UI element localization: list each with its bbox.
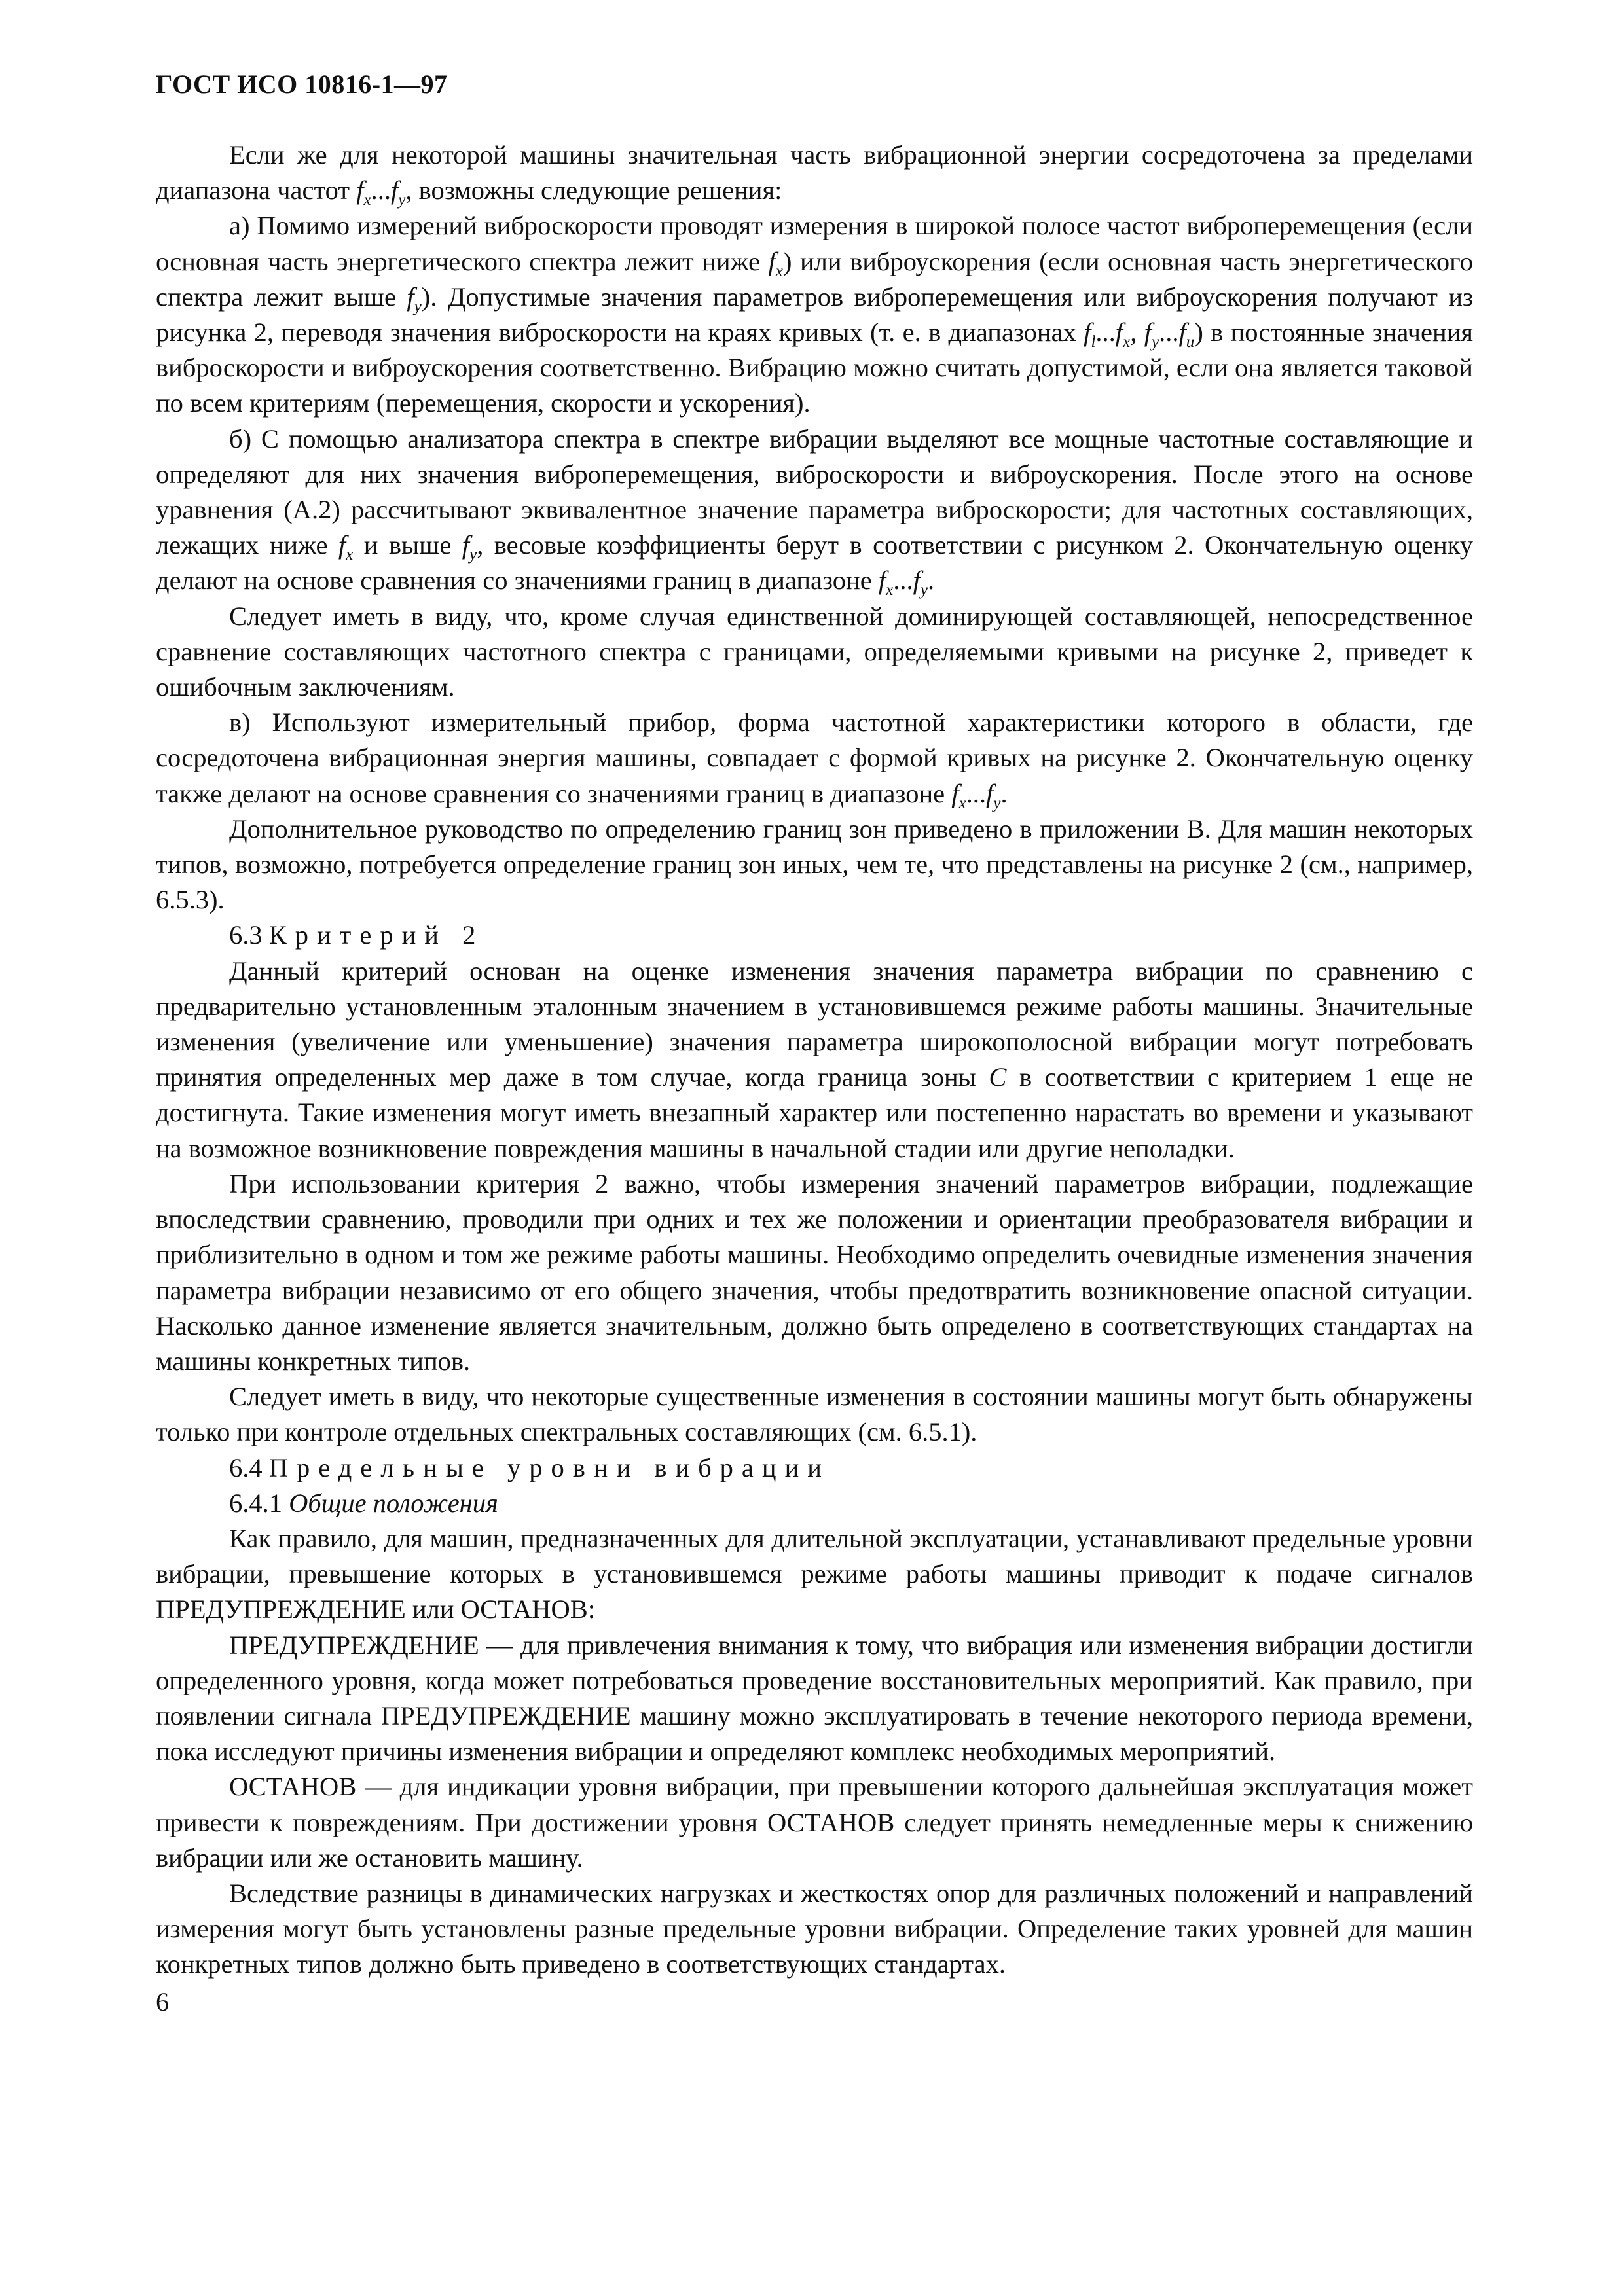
text-run: f: [338, 530, 346, 560]
text-run: ). Допустимые значения параметров виброперемещения или виброускорения получают из рисунка 2, переводя значения виброскорости на краях кривых (т. е. в диапазонах: [156, 281, 1473, 348]
text-run: f: [951, 778, 959, 808]
body-paragraph: [156, 1876, 1473, 1982]
text-run: Следует иметь в виду, что некоторые существенные изменения в состоянии машины могут быть обнаружены только при контроле отдельных спектральных составляющих (см. 6.5.1).: [156, 1382, 1473, 1447]
subscript-text: x: [958, 794, 966, 812]
subscript-text: y: [469, 546, 477, 564]
text-run: а) Помимо измерений виброскорости проводят измерения в широкой полосе частот виброперемещения (если основная часть энергетического спектра лежит ниже: [156, 211, 1473, 276]
text-run: .: [1000, 778, 1008, 808]
text-run: Дополнительное руководство по определению границ зон приведено в приложении В. Для машин некоторых типов, возможно, потребуется определение границ зон иных, чем те, что представлены на рисунке 2 (см., например, 6.5.3).: [156, 814, 1473, 915]
body-paragraph: [156, 1769, 1473, 1876]
text-run: ПРЕДУПРЕЖДЕНИЕ — для привлечения внимания к тому, что вибрация или изменения вибрации достигли определенного уровня, когда может потребоваться проведение восстановительных мероприятий. Как правило, при появлении сигнала ПРЕДУПРЕЖДЕНИЕ машину можно эксплуатировать в течение некоторого периода времени, пока исследуют причины изменения вибрации и определяют комплекс необходимых мероприятий.: [156, 1630, 1473, 1767]
section-heading: [156, 1450, 1473, 1486]
text-run: , весовые коэффициенты берут в соответствии с рисунком 2. Окончательную оценку делают на основе сравнения со значениями границ в диапазоне: [156, 530, 1473, 596]
text-run: f: [356, 175, 364, 206]
body-paragraph: [156, 422, 1473, 599]
text-run: 6.3: [229, 920, 269, 950]
subscript-text: x: [1123, 333, 1131, 351]
subscript-text: y: [414, 297, 422, 315]
document-header: ГОСТ ИСО 10816-1—97: [156, 69, 448, 99]
body-paragraph: [156, 1628, 1473, 1770]
text-run: Если же для некоторой машины значительная часть вибрационной энергии сосредоточена за пределами диапазона частот: [156, 140, 1473, 206]
subscript-text: y: [398, 191, 406, 209]
text-run: f: [1115, 317, 1123, 348]
subscript-text: x: [886, 581, 894, 600]
text-run: ...: [1159, 317, 1179, 348]
subscript-text: y: [920, 581, 928, 600]
text-run: ...: [893, 565, 913, 596]
text-run: f: [1084, 317, 1091, 348]
text-run: , возможны следующие решения:: [405, 175, 782, 206]
body-paragraph: [156, 137, 1473, 208]
text-run: f: [407, 281, 414, 312]
text-run: и выше: [353, 530, 462, 560]
body-paragraph: [156, 1379, 1473, 1450]
subscript-text: l: [1091, 333, 1096, 351]
document-body: [156, 137, 1473, 1982]
text-run: 6.4.1: [229, 1488, 289, 1518]
text-run: ...: [371, 175, 391, 206]
text-run: в соответствии с критерием 1 еще не достигнута. Такие изменения могут иметь внезапный характер или постепенно нарастать во времени и указывают на возможное возникновение повреждения машины в начальной стадии или другие неполадки.: [156, 1062, 1474, 1163]
subscript-text: u: [1186, 333, 1195, 351]
text-run: ,: [1130, 317, 1144, 348]
text-run: Критерий 2: [268, 920, 484, 950]
text-run: ...: [1095, 317, 1116, 348]
section-heading: [156, 918, 1473, 953]
body-paragraph: [156, 599, 1473, 706]
subscript-text: y: [1151, 333, 1159, 351]
text-run: f: [913, 565, 921, 596]
text-run: f: [1178, 317, 1186, 348]
text-run: .: [928, 565, 935, 596]
text-run: При использовании критерия 2 важно, чтобы измерения значений параметров вибрации, подлежащие впоследствии сравнению, проводили при одних и тех же положении и ориентации преобразователя вибрации и приблизительно в одном и том же режиме работы машины. Необходимо определить очевидные изменения значения параметра вибрации независимо от его общего значения, чтобы предотвратить возникновение опасной ситуации. Насколько данное изменение является значительным, должно быть определено в соответствующих стандартах на машины конкретных типов.: [156, 1168, 1473, 1376]
body-paragraph: [156, 705, 1473, 812]
text-run: ...: [966, 778, 987, 808]
text-run: Следует иметь в виду, что, кроме случая единственной доминирующей составляющей, непосредственное сравнение составляющих частотного спектра с границами, определяемыми кривыми на рисунке 2, приведет к ошибочным заключениям.: [156, 601, 1473, 702]
text-run: f: [462, 530, 470, 560]
text-run: б) С помощью анализатора спектра в спектре вибрации выделяют все мощные частотные составляющие и определяют для них значения виброперемещения, виброскорости и виброускорения. После этого на основе уравнения (А.2) рассчитывают эквивалентное значение параметра виброскорости; для частотных составляющих, лежащих ниже: [156, 423, 1473, 560]
page-number: 6: [156, 1987, 169, 2017]
text-run: f: [768, 246, 776, 276]
text-run: в) Используют измерительный прибор, форма частотной характеристики которого в области, где сосредоточена вибрационная энергия машины, совпадает с формой кривых на рисунке 2. Окончательную оценку также делают на основе сравнения со значениями границ в диапазоне: [156, 708, 1473, 808]
text-run: 6.4: [229, 1452, 269, 1482]
subscript-text: x: [775, 262, 783, 280]
body-paragraph: [156, 1521, 1473, 1628]
text-run: Общие положения: [289, 1488, 498, 1518]
text-run: f: [1144, 317, 1152, 348]
body-paragraph: [156, 954, 1473, 1166]
text-run: Вследствие разницы в динамических нагрузках и жесткостях опор для различных положений и направлений измерения могут быть установлены разные предельные уровни вибрации. Определение таких уровней для машин конкретных типов должно быть приведено в соответствующих стандартах.: [156, 1878, 1473, 1979]
text-run: Предельные уровни вибрации: [268, 1452, 830, 1482]
text-run: f: [986, 778, 994, 808]
text-run: f: [878, 565, 886, 596]
subscript-text: y: [993, 794, 1001, 812]
subscript-text: x: [346, 546, 354, 564]
subscript-text: x: [363, 191, 371, 209]
text-run: Как правило, для машин, предназначенных для длительной эксплуатации, устанавливают предельные уровни вибрации, превышение которых в установившемся режиме работы машины приводит к подаче сигналов ПРЕДУПРЕЖДЕНИЕ или ОСТАНОВ:: [156, 1523, 1473, 1624]
body-paragraph: [156, 812, 1473, 918]
text-run: ОСТАНОВ — для индикации уровня вибрации, при превышении которого дальнейшая эксплуатация может привести к повреждениям. При достижении уровня ОСТАНОВ следует принять немедленные меры к снижению вибрации или же остановить машину.: [156, 1772, 1473, 1873]
body-paragraph: [156, 208, 1473, 421]
text-run: С: [989, 1062, 1007, 1092]
text-run: ) в постоянные значения виброскорости и виброускорения соответственно. Вибрацию можно считать допустимой, если она является таковой по всем критериям (перемещения, скорости и ускорения).: [156, 317, 1474, 418]
body-paragraph: [156, 1166, 1473, 1379]
text-run: Данный критерий основан на оценке изменения значения параметра вибрации по сравнению с предварительно установленным эталонным значением в установившемся режиме работы машины. Значительные изменения (увеличение или уменьшение) значения параметра широкополосной вибрации могут потребовать принятия определенных мер даже в том случае, когда граница зоны: [156, 956, 1473, 1092]
section-heading: [156, 1486, 1473, 1521]
text-run: f: [390, 175, 399, 206]
text-run: ) или виброускорения (если основная часть энергетического спектра лежит выше: [156, 246, 1474, 312]
